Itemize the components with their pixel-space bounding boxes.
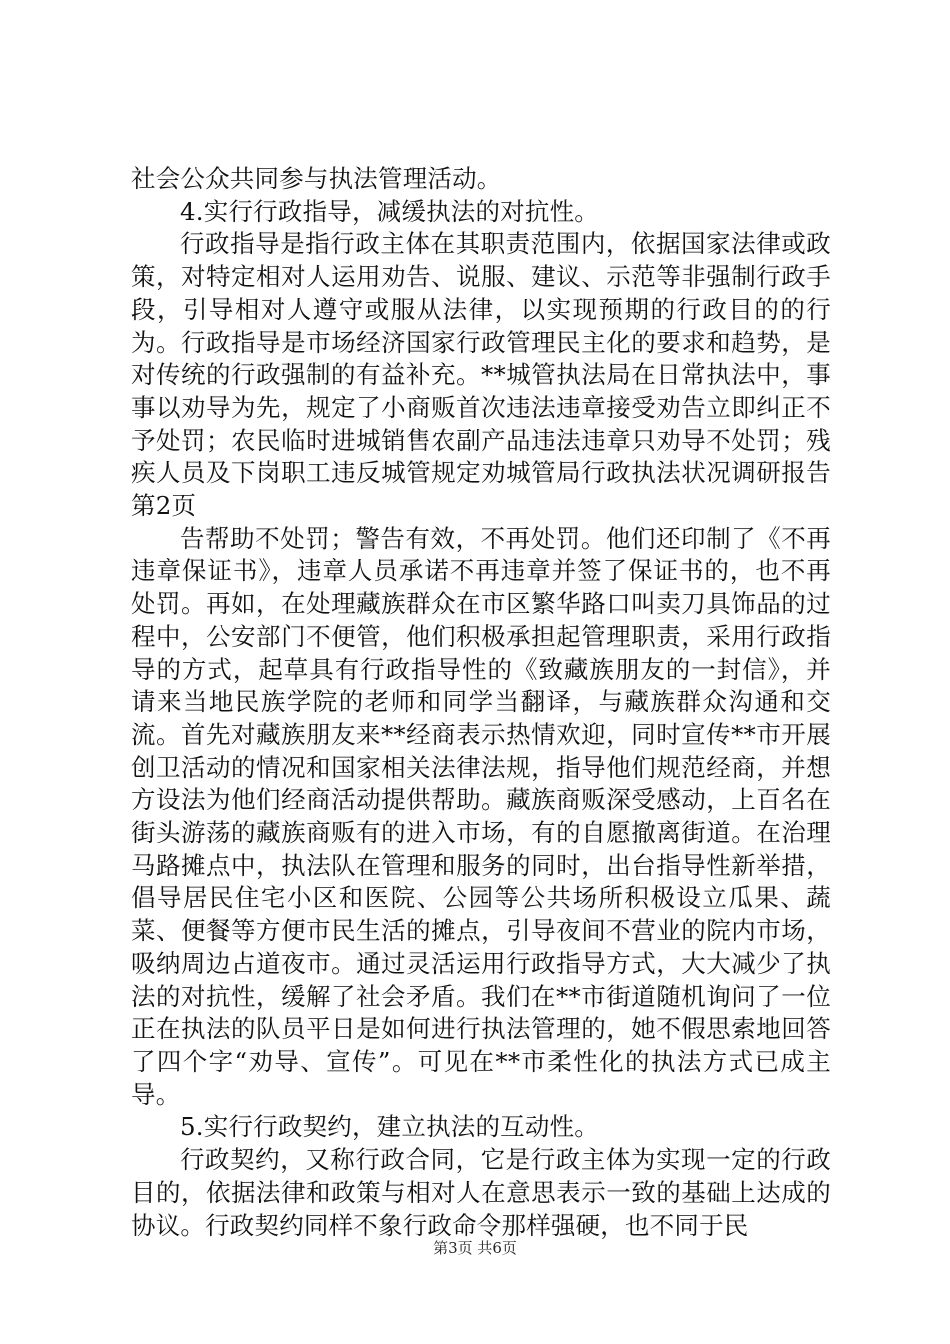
paragraph-guidance-examples: 告帮助不处罚；警告有效，不再处罚。他们还印制了《不再违章保证书》，违章人员承诺不再违章并签了保证书的，也不再处罚。再如，在处理藏族群众在市区繁华路口叫卖刀具饰品的过程中，公安部门不便管，他们积极承担起管理职责，采用行政指导的方式，起草具有行政指导性的《致藏族朋友的一封信》，并请来当地民族学院的老师和同学当翻译，与藏族群众沟通和交流。首先对藏族朋友来**经商表示热情欢迎，同时宣传**市开展创卫活动的情况和国家相关法律法规，指导他们规范经商，并想方设法为他们经商活动提供帮助。藏族商贩深受感动，上百名在街头游荡的藏族商贩有的进入市场，有的自愿撤离街道。在治理马路摊点中，执法队在管理和服务的同时，出台指导性新举措，倡导居民住宅小区和医院、公园等公共场所积极设立瓜果、蔬菜、便餐等方便市民生活的摊点，引导夜间不营业的院内市场，吸纳周边占道夜市。通过灵活运用行政指导方式，大大减少了执法的对抗性，缓解了社会矛盾。我们在**市街道随机询问了一位正在执法的队员平日是如何进行执法管理的，她不假思索地回答了四个字“劝导、宣传”。可见在**市柔性化的执法方式已成主导。 xyxy=(131,523,831,1109)
page-footer: 第3页 共6页 xyxy=(433,1239,517,1257)
section-heading-5: 5.实行行政契约，建立执法的互动性。 xyxy=(180,1112,599,1142)
paragraph-administrative-contract: 行政契约，又称行政合同，它是行政主体为实现一定的行政目的，依据法律和政策与相对人在意思表示一致的基础上达成的协议。行政契约同样不象行政命令那样强硬，也不同于民 xyxy=(131,1145,831,1240)
section-heading-4: 4.实行行政指导，减缓执法的对抗性。 xyxy=(180,196,599,226)
paragraph-administrative-guidance: 行政指导是指行政主体在其职责范围内，依据国家法律或政策，对特定相对人运用劝告、说服、建议、示范等非强制行政手段，引导相对人遵守或服从法律，以实现预期的行政目的的行为。行政指导是市场经济国家行政管理民主化的要求和趋势，是对传统的行政强制的有益补充。**城管执法局在日常执法中，事事以劝导为先，规定了小商贩首次违法违章接受劝告立即纠正不予处罚；农民临时进城销售农副产品违法违章只劝导不处罚；残疾人员及下岗职工违反城管规定劝城管局行政执法状况调研报告第2页 xyxy=(131,229,831,521)
paragraph-continuation: 社会公众共同参与执法管理活动。 xyxy=(131,164,502,193)
document-body xyxy=(131,163,831,1242)
